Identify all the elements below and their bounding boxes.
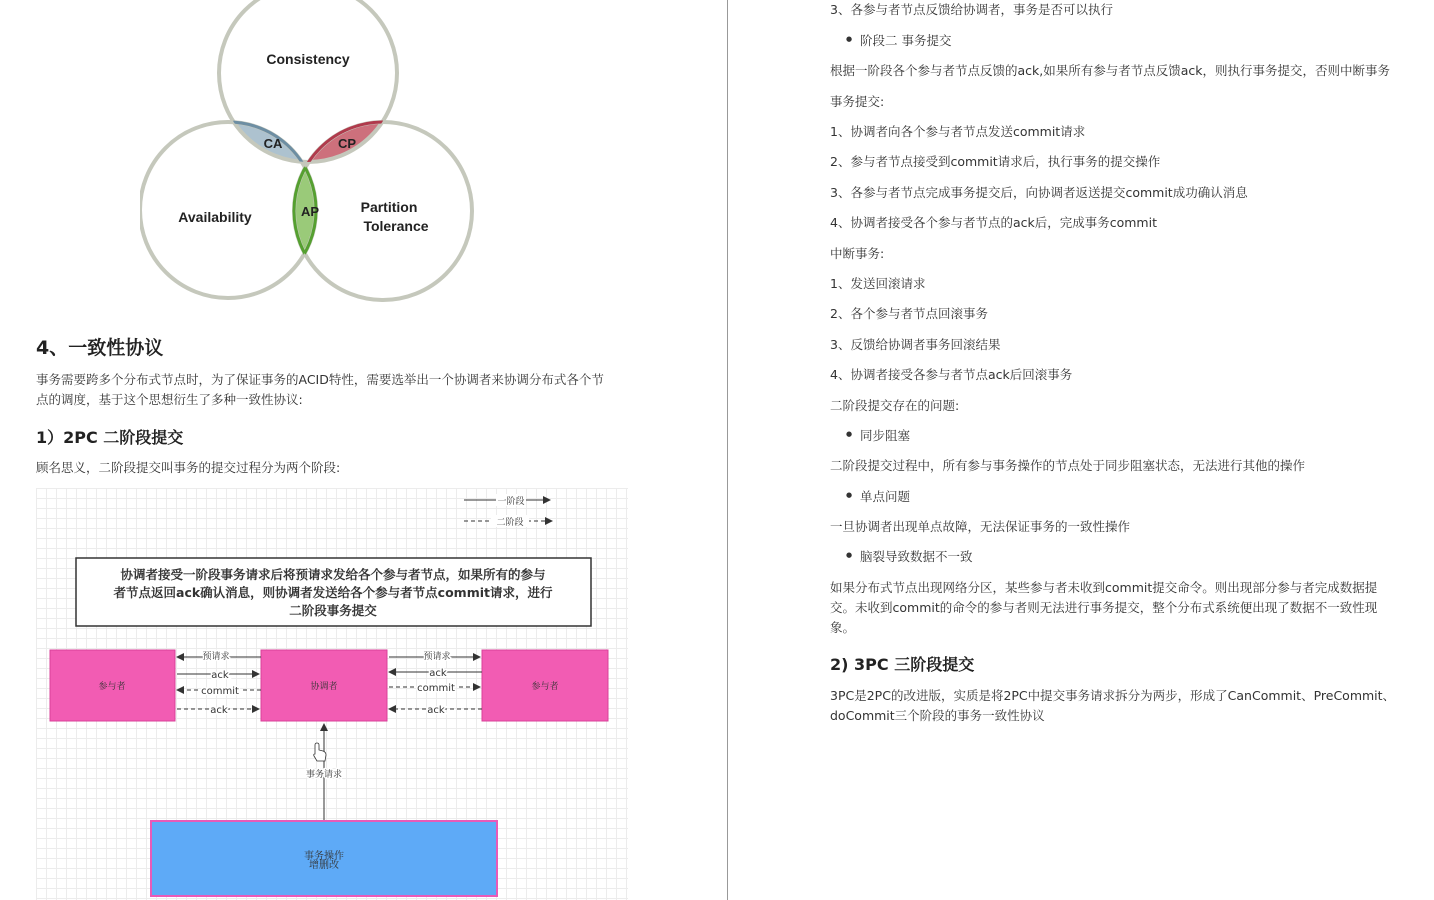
label-partition-2: Tolerance <box>363 218 429 234</box>
split-brain-paragraph <box>830 578 1420 638</box>
circle-consistency <box>219 0 397 162</box>
right-line-10: 2、各个参与者节点回滚事务 <box>830 306 988 321</box>
ack-left-1-label: ack <box>211 670 229 681</box>
cap-venn-diagram <box>140 0 480 310</box>
note-line-1: 协调者接受一阶段事务请求后将预请求发给各个参与者节点，如果所有的参与 <box>120 567 546 582</box>
sub-intro: 顾名思义，二阶段提交叫事务的提交过程分为两个阶段: <box>36 460 341 475</box>
label-ca: CA <box>263 136 283 151</box>
subsection-heading-2pc: 1）2PC 二阶段提交 <box>36 428 184 447</box>
3pc-para-line-2: doCommit三个阶段的事务一致性协议 <box>830 708 1045 723</box>
pre-request-right-label: 预请求 <box>423 652 451 662</box>
participant-right-label: 参与者 <box>531 682 559 692</box>
right-line-8: 中断事务: <box>830 246 885 261</box>
2pc-diagram-svg <box>36 488 628 900</box>
label-cp: CP <box>337 136 357 151</box>
ack-right-2-label: ack <box>427 705 445 716</box>
right-line-6: 3、各参与者节点完成事务提交后，向协调者返送提交commit成功确认消息 <box>830 185 1248 200</box>
right-line-12: 4、协调者接受各参与者节点ack后回滚事务 <box>830 367 1073 382</box>
2pc-diagram <box>36 488 628 900</box>
tx-request-label: 事务请求 <box>305 770 343 780</box>
legend-phase2-label: 二阶段 <box>496 518 524 528</box>
bullet-single-point: ● 单点问题 <box>860 487 910 505</box>
intro-paragraph <box>36 370 636 410</box>
3pc-para-line-1: 3PC是2PC的改进版，实质是将2PC中提交事务请求拆分为两步，形成了CanCommit、PreCommit、 <box>830 688 1396 703</box>
3pc-paragraph <box>830 686 1420 726</box>
commit-left-label: commit <box>201 686 239 697</box>
ack-left-2-label: ack <box>210 705 228 716</box>
right-line-7: 4、协调者接受各个参与者节点的ack后，完成事务commit <box>830 215 1157 230</box>
right-line-15: 二阶段提交过程中，所有参与事务操作的节点处于同步阻塞状态，无法进行其他的操作 <box>830 458 1306 473</box>
right-line-4: 1、协调者向各个参与者节点发送commit请求 <box>830 124 1086 139</box>
right-column <box>830 0 1420 900</box>
bullet-phase2: ● 阶段二 事务提交 <box>860 31 951 49</box>
legend-phase1-label: 一阶段 <box>497 497 525 507</box>
tx-op-line-2: 增删改 <box>309 860 339 871</box>
intro-line-1: 事务需要跨多个分布式节点时，为了保证事务的ACID特性，需要选举出一个协调者来协调分布式各个节 <box>36 372 604 387</box>
split-para-line-3: 象。 <box>830 620 856 635</box>
pre-request-left-label: 预请求 <box>202 652 230 662</box>
label-availability: Availability <box>178 209 252 225</box>
label-partition-1: Partition <box>360 199 418 215</box>
right-line-17: 一旦协调者出现单点故障，无法保证事务的一致性操作 <box>830 519 1131 534</box>
ack-right-1-label: ack <box>429 668 447 679</box>
right-line-3: 事务提交: <box>830 94 885 109</box>
split-para-line-2: 交。未收到commit的命令的参与者则无法进行事务提交，整个分布式系统便出现了数据不一致性现 <box>830 600 1378 615</box>
participant-left-label: 参与者 <box>98 682 126 692</box>
right-line-0: 3、各参与者节点反馈给协调者，事务是否可以执行 <box>830 2 1113 17</box>
tx-op-line-1: 事务操作 <box>304 851 344 862</box>
subsection-heading-3pc: 2) 3PC 三阶段提交 <box>830 655 975 674</box>
coordinator-label: 协调者 <box>310 682 338 692</box>
split-para-line-1: 如果分布式节点出现网络分区，某些参与者未收到commit提交命令。则出现部分参与者完成数据提 <box>830 580 1378 595</box>
label-ap: AP <box>300 204 320 219</box>
intro-line-2: 点的调度，基于这个思想衍生了多种一致性协议: <box>36 392 303 407</box>
right-line-9: 1、发送回滚请求 <box>830 276 926 291</box>
column-divider <box>727 0 728 900</box>
label-consistency: Consistency <box>266 51 350 67</box>
right-line-11: 3、反馈给协调者事务回滚结果 <box>830 337 1001 352</box>
bullet-sync-block: ● 同步阻塞 <box>860 426 910 444</box>
right-line-13: 二阶段提交存在的问题: <box>830 398 960 413</box>
commit-right-label: commit <box>417 683 455 694</box>
right-line-2: 根据一阶段各个参与者节点反馈的ack,如果所有参与者节点反馈ack，则执行事务提交，否则中断事务 <box>830 63 1391 78</box>
bullet-split-brain: ● 脑裂导致数据不一致 <box>860 547 973 565</box>
right-line-5: 2、参与者节点接受到commit请求后，执行事务的提交操作 <box>830 154 1161 169</box>
note-line-2: 者节点返回ack确认消息，则协调者发送给各个参与者节点commit请求，进行 <box>113 585 553 600</box>
note-line-3: 二阶段事务提交 <box>289 603 377 618</box>
section-heading: 4、一致性协议 <box>36 337 164 359</box>
